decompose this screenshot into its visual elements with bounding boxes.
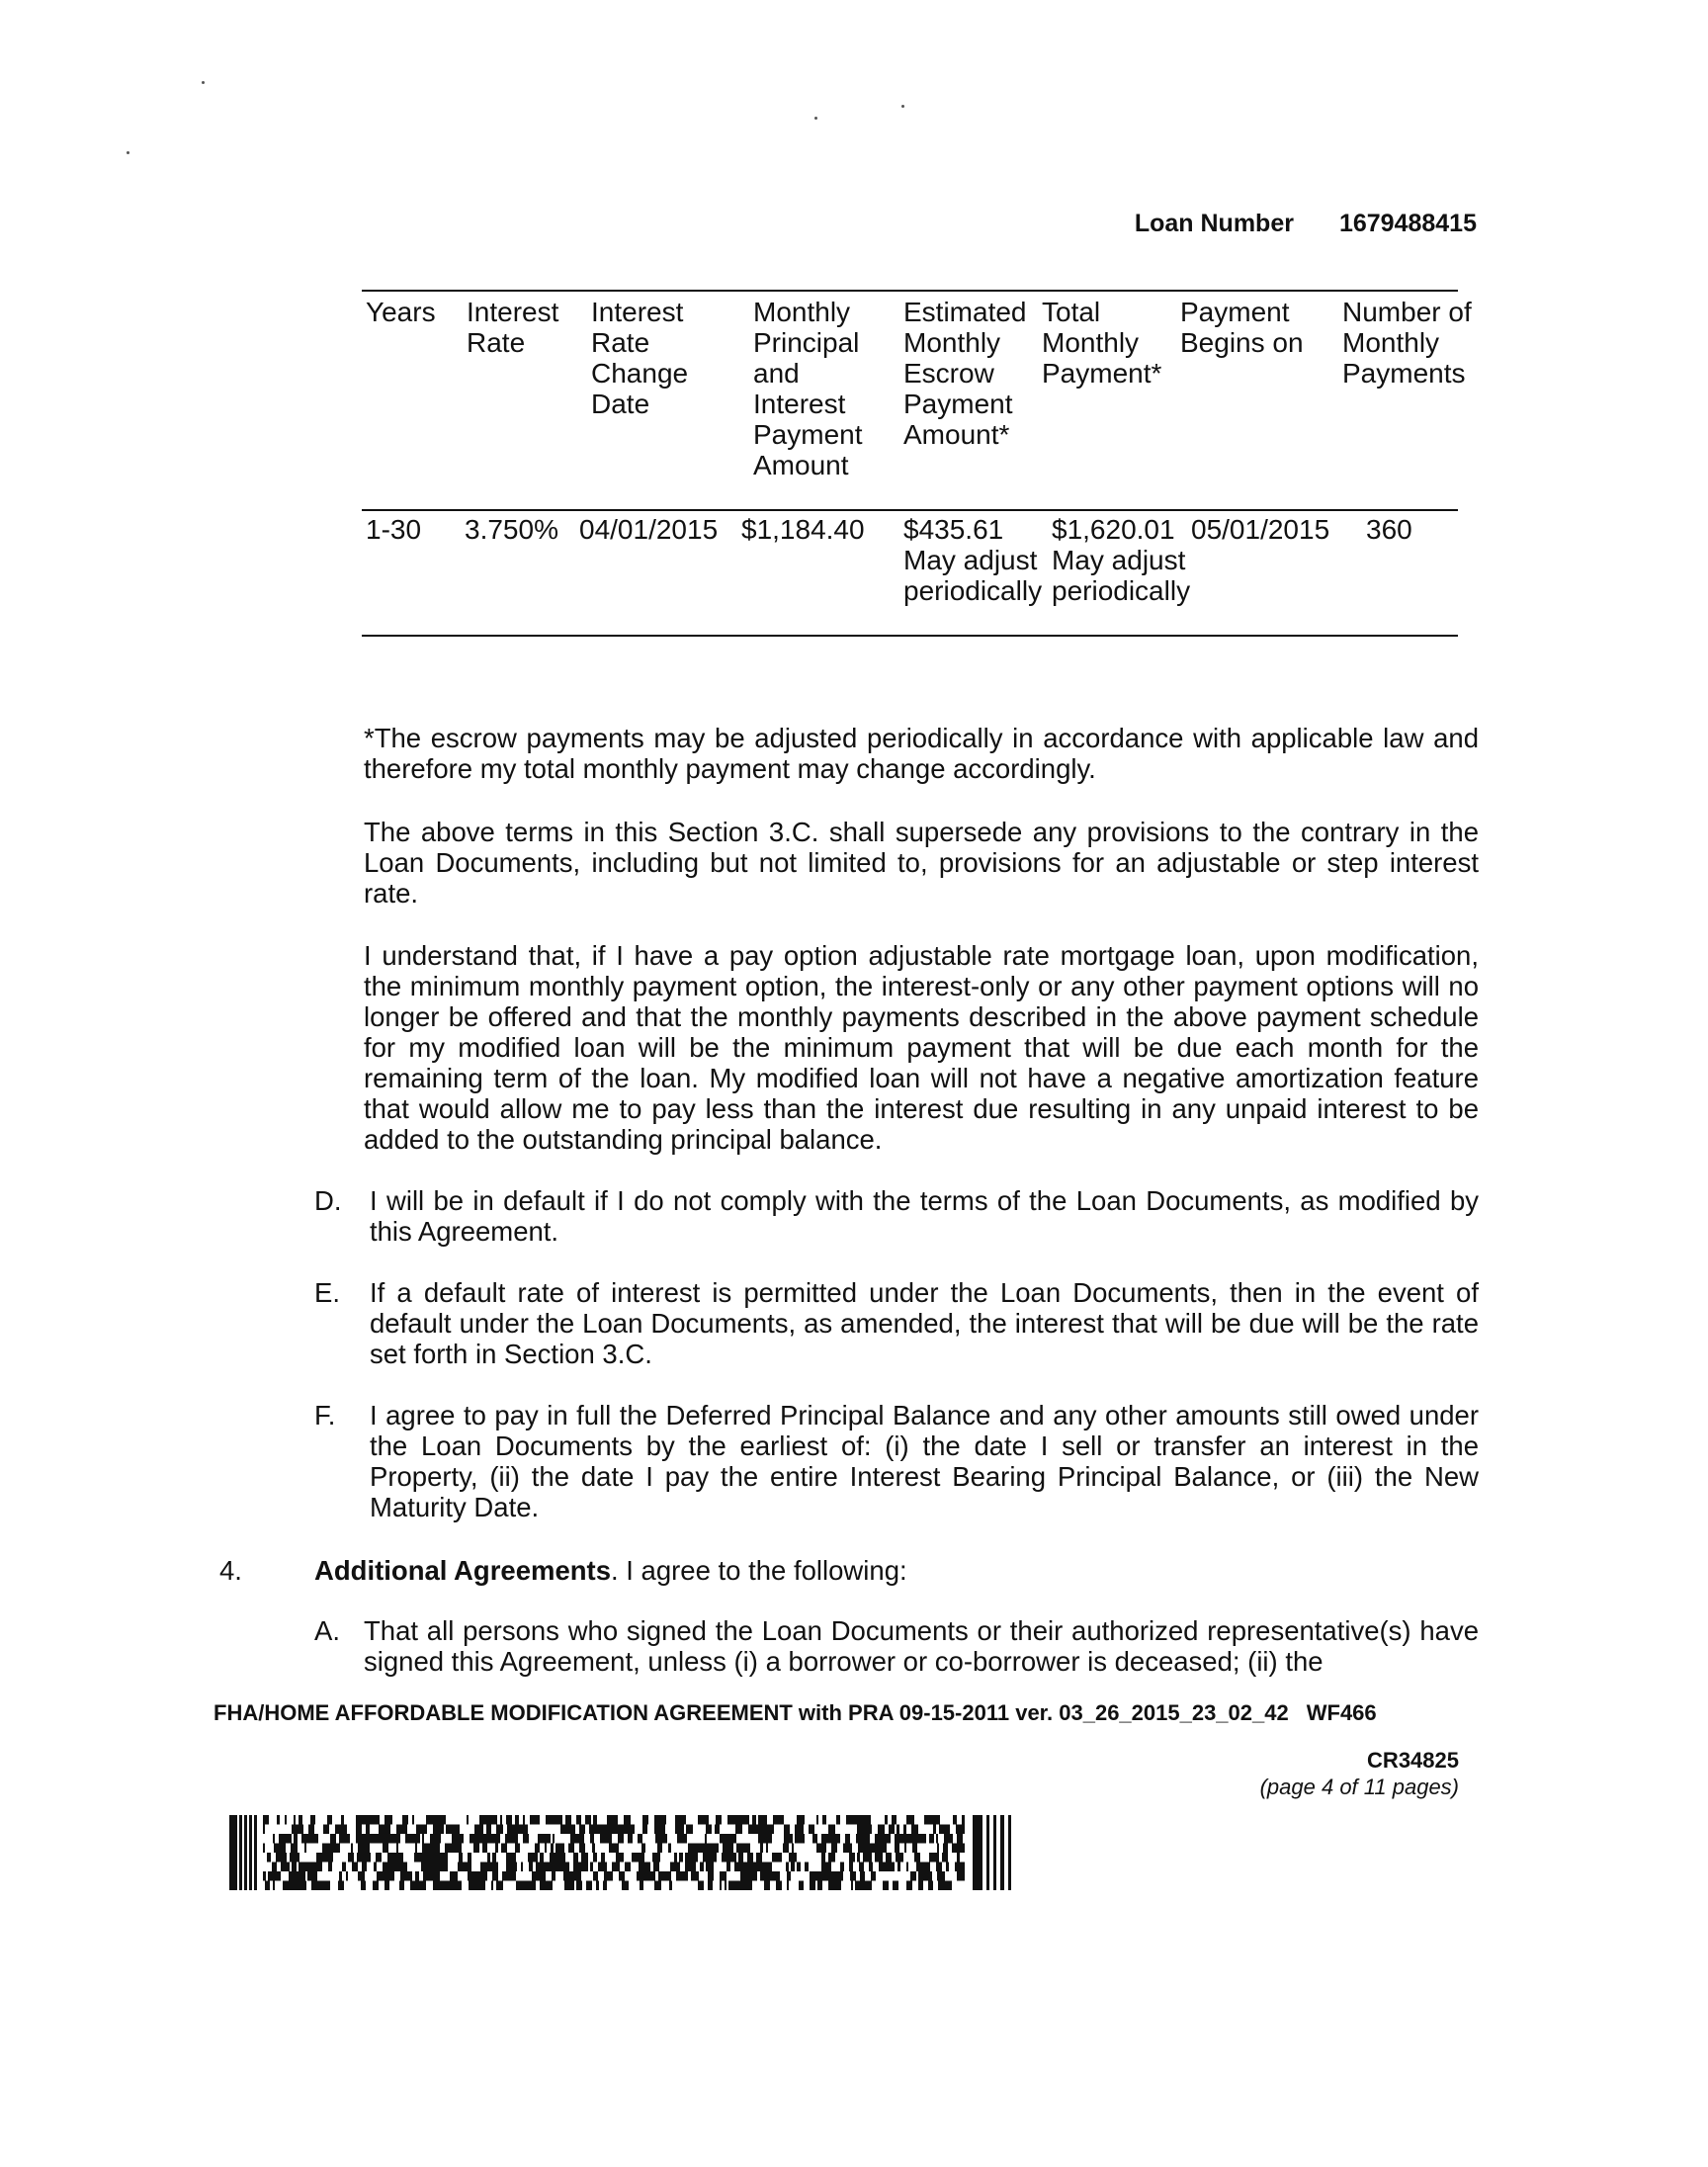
cell-total-note: May adjust periodically [1052,545,1191,606]
col-header-escrow-payment: Estimated Monthly Escrow Payment Amount* [903,297,1027,450]
col-header-payment-begins: Payment Begins on [1180,297,1304,358]
table-bottom-rule [362,635,1458,637]
cell-begins-on: 05/01/2015 [1191,514,1330,545]
supersede-paragraph [364,817,1479,909]
cell-years: 1-30 [366,514,422,545]
cell-pi-payment: $1,184.40 [741,514,865,545]
cell-change-date: 04/01/2015 [579,514,719,545]
cr-code: CR34825 [1367,1748,1459,1773]
col-header-num-payments: Number of Monthly Payments [1342,297,1472,389]
pay-option-paragraph [364,940,1479,1155]
cell-num-payments: 360 [1366,514,1412,545]
loan-number-label: Loan Number [1134,210,1294,237]
col-header-total-payment: Total Monthly Payment* [1042,297,1162,389]
cell-escrow-amount: $435.61 [903,514,1004,545]
pay-option-text: I understand that, if I have a pay option adjustable rate mortgage loan, upon modification, the minimum monthly payment option, the interest-only or any other payment options will no longer be offered and that the monthly payments described in the above payment schedule for my modified loan will be the minimum payment that will be due each month for the remaining term of the loan. My modified loan will not have a negative amortization feature that would allow me to pay less than the interest due resulting in any unpaid interest to be added to the outstanding principal balance. [364,940,1479,1155]
item-e-text: If a default rate of interest is permitted under the Loan Documents, then in the event of default under the Loan Documents, as amended, the interest that will be due will be the rate set forth in Section 3.C. [370,1277,1479,1369]
loan-number-value: 1679488415 [1338,210,1477,237]
escrow-note-paragraph [364,723,1479,784]
page-info: (page 4 of 11 pages) [1259,1775,1459,1799]
cell-interest-rate: 3.750% [465,514,558,545]
item-f-text: I agree to pay in full the Deferred Principal Balance and any other amounts still owed under the Loan Documents by the earliest of: (i) the date I sell or transfer an interest in the Property, (ii) the date I pay the entire Interest Bearing Principal Balance, or (iii) the New Maturity Date. [370,1400,1479,1522]
item-a-marker: A. [314,1615,340,1646]
scan-speck [901,105,904,108]
form-footer [214,1700,1377,1726]
scan-speck [202,81,205,84]
col-header-interest-rate: Interest Rate [467,297,559,358]
scan-speck [814,117,817,120]
col-header-pi-payment: Monthly Principal and Interest Payment Amount [753,297,863,480]
section-4-number: 4. [219,1555,242,1586]
scan-speck [127,151,129,154]
section-4-intro: . I agree to the following: [611,1555,907,1586]
item-d-marker: D. [314,1185,342,1216]
cell-escrow-note: May adjust periodically [903,545,1043,606]
table-top-rule [362,290,1458,292]
escrow-note-text: *The escrow payments may be adjusted periodically in accordance with applicable law and therefore my total monthly payment may change accordingly. [364,723,1479,784]
table-header-rule [362,509,1458,511]
item-f-marker: F. [314,1400,336,1430]
form-code: WF466 [1306,1700,1377,1725]
section-4-heading [314,1555,907,1586]
section-4-title: Additional Agreements [314,1555,611,1586]
loan-number-header [1135,210,1477,238]
item-e-marker: E. [314,1277,340,1308]
item-a-text: That all persons who signed the Loan Documents or their authorized representative(s) have signed this Agreement, unless (i) a borrower or co-borrower is deceased; (ii) the [364,1615,1479,1677]
barcode-image [229,1815,1012,1890]
col-header-rate-change-date: Interest Rate Change Date [591,297,689,419]
cell-total-amount: $1,620.01 [1052,514,1175,545]
item-d-text: I will be in default if I do not comply with the terms of the Loan Documents, as modified by this Agreement. [370,1185,1479,1247]
col-header-years: Years [366,297,436,327]
supersede-text: The above terms in this Section 3.C. shall supersede any provisions to the contrary in the Loan Documents, including but not limited to, provisions for an adjustable or step interest rate. [364,817,1479,909]
form-title: FHA/HOME AFFORDABLE MODIFICATION AGREEMENT with PRA 09-15-2011 ver. 03_26_2015_23_02_42 [214,1700,1289,1725]
